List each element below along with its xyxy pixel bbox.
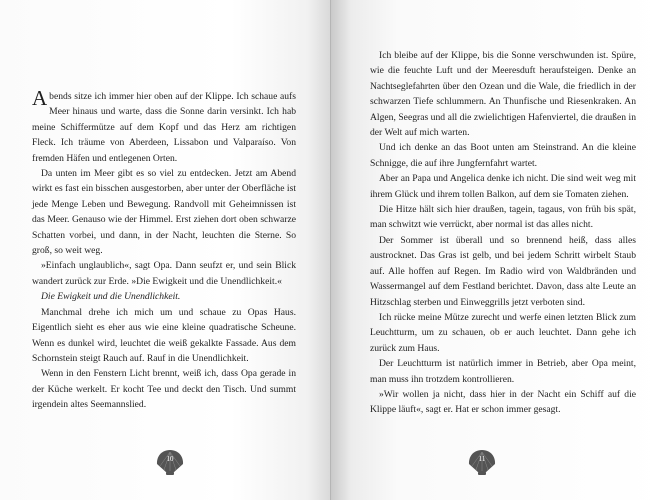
paragraph: Wenn in den Fenstern Licht brennt, weiß ich, dass Opa gerade in der Küche werkelt. Er kocht Tee und deckt den Tisch. Und summt irgendein altes Seemannslied. [32, 368, 296, 411]
drop-cap: A [32, 86, 48, 110]
paragraph: »Einfach unglaublich«, sagt Opa. Dann seufzt er, und sein Blick wandert zurück zur Erde. »Die Ewigkeit und die Unendlichkeit.« [32, 260, 296, 287]
left-page-text [32, 86, 296, 413]
paragraph: Und ich denke an das Boot unten am Steinstrand. An die kleine Schnigge, die auf ihre Jungfernfahrt wartet. [370, 142, 636, 169]
right-page-text [370, 48, 636, 418]
paragraph: »Wir wollen ja nicht, dass hier in der Nacht ein Schiff auf die Klippe läuft«, sagt er. Hat er schon immer gesagt. [370, 388, 636, 416]
opening-paragraph-text: bends sitze ich immer hier oben auf der Klippe. Ich schaue aufs Meer hinaus und warte, dass die Sonne darin versinkt. Ich hab meine Schiffermütze auf dem Kopf und das Herz am richtigen Fleck. Ich träume von Aberdeen, Lissabon und Valparaíso. Von fremden Häfen und entlegenen Orten. [32, 91, 296, 164]
left-page [0, 0, 331, 500]
paragraph: Die Hitze hält sich hier draußen, tagein, tagaus, von früh bis spät, man schwitzt wie verrückt, aber normal ist das alles nicht. [370, 204, 636, 231]
paragraph: Manchmal drehe ich mich um und schaue zu Opas Haus. Eigentlich sieht es eher aus wie eine kleine quadratische Scheune. Wenn es dunkel wird, leuchtet die weiß gekalkte Fassade. Aus dem Schornstein steigt Rauch auf. Rauf in die Unendlichkeit. [32, 306, 296, 364]
right-page [331, 0, 665, 500]
page-number-right [467, 447, 497, 477]
page-number-label: 10 [166, 455, 174, 463]
italic-line: Die Ewigkeit und die Unendlichkeit. [41, 291, 181, 303]
paragraph: Da unten im Meer gibt es so viel zu entdecken. Jetzt am Abend wirkt es fast ein bisschen ausgestorben, aber unter der Oberfläche ist jede Menge Leben und Bewegung. Randvoll mit Geheimnissen ist das Meer. Genauso wie der Himmel. Erst ziehen dort oben schwarze Schatten vorbei, und dann, in der Nacht, leuchten die Sterne. So groß, so weit weg. [32, 168, 296, 257]
paragraph: Aber an Papa und Angelica denke ich nicht. Die sind weit weg mit ihrem Glück und ihrem tollen Balkon, auf dem sie Tomaten ziehen. [370, 173, 636, 200]
page-number-label: 11 [478, 455, 486, 463]
page-number-left [155, 447, 185, 477]
paragraph: Der Sommer ist überall und so brennend heiß, dass alles austrocknet. Das Gras ist gelb, und bei jedem Schritt wirbelt Staub auf. Alle hoffen auf Regen. Im Radio wird von Waldbränden und Wassermangel auf dem Festland berichtet. Davon, dass alte Leute an Hitzschlag sterben und Einweggrills jetzt verboten sind. [370, 234, 636, 308]
paragraph: Ich bleibe auf der Klippe, bis die Sonne verschwunden ist. Spüre, wie die feuchte Luft und der Meeresduft heraufsteigen. Denke an Nachtseglefahrten über den Ozean und die Wale, die friedlich in der schwarzen Tiefe schlummern. An Thunfische und Riesenkraken. An Algen, Seegras und all die zwielichtigen Hafenviertel, die draußen in der Welt auf mich warten. [370, 50, 636, 139]
book-gutter [330, 0, 331, 500]
paragraph: Der Leuchtturm ist natürlich immer in Betrieb, aber Opa meint, man muss ihn trotzdem kontrollieren. [370, 358, 636, 385]
opening-paragraph [32, 86, 296, 166]
paragraph: Ich rücke meine Mütze zurecht und werfe einen letzten Blick zum Leuchtturm, um zu schauen, ob er auch leuchtet. Dann gehe ich zurück zum Haus. [370, 311, 636, 354]
